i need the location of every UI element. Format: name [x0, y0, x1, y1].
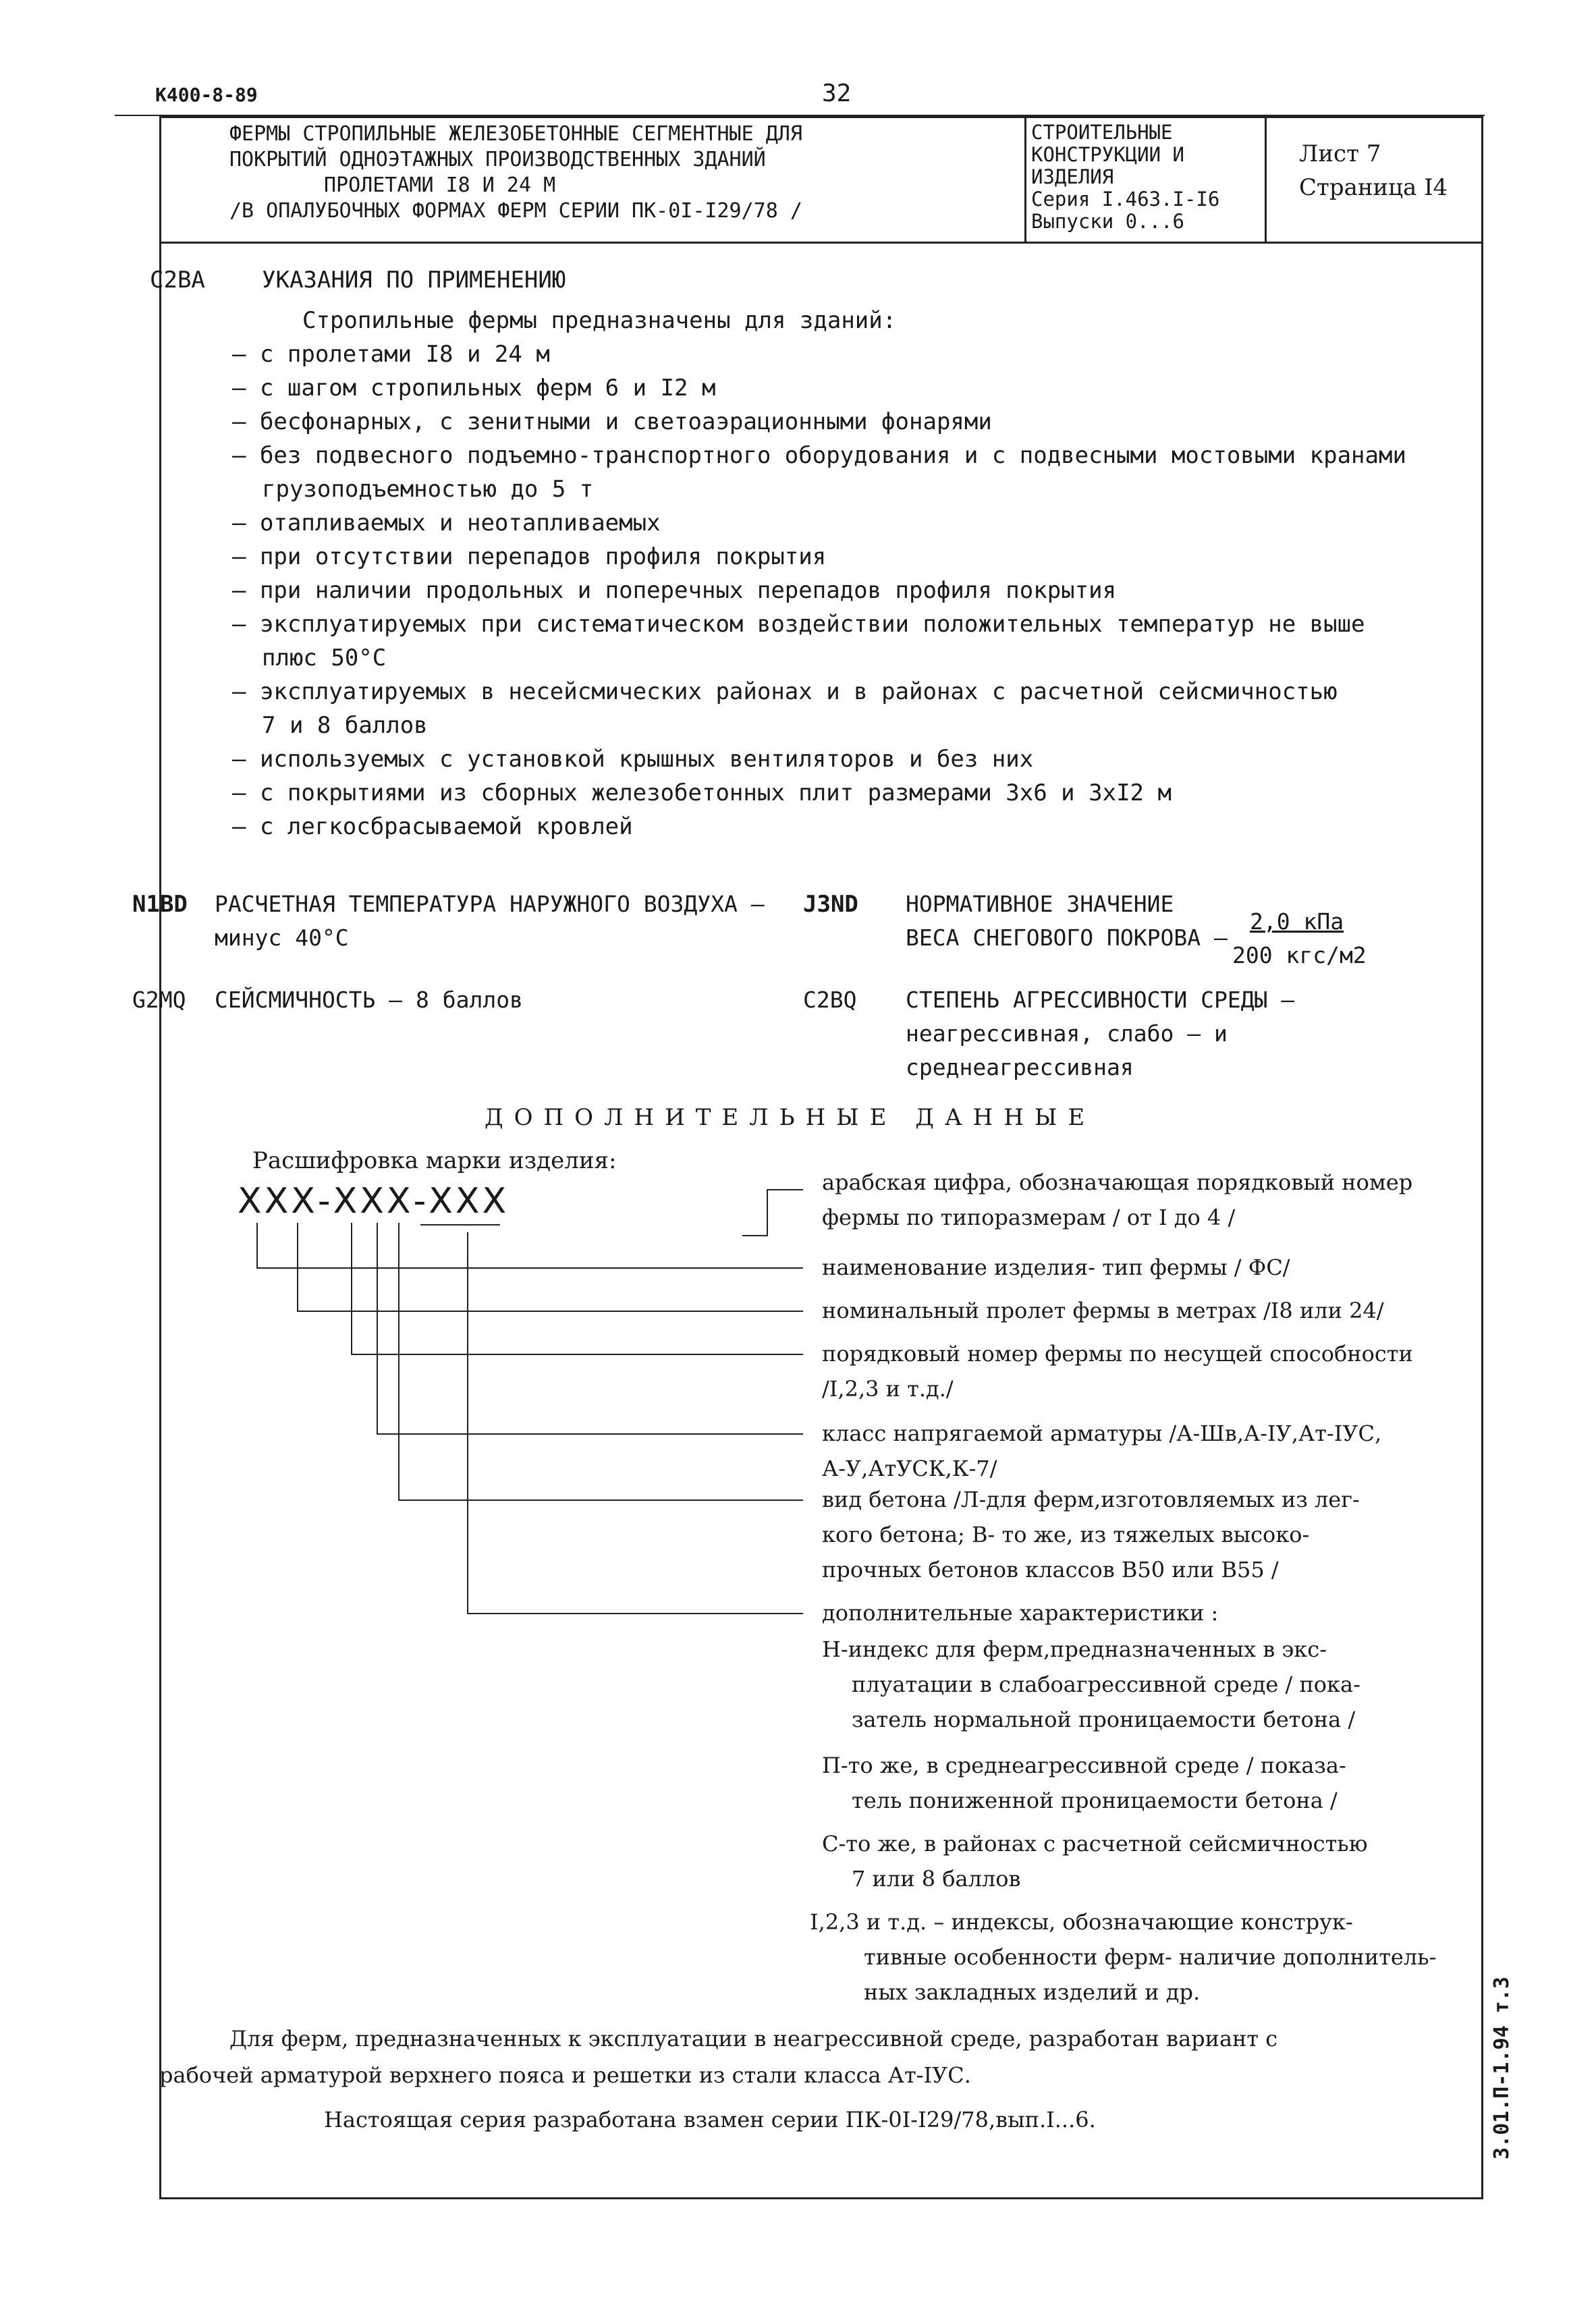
connector-line	[467, 1232, 468, 1614]
sub-line: тель пониженной проницаемости бетона /	[852, 1788, 1338, 1813]
connector-line	[256, 1223, 258, 1269]
list-item: – с пролетами I8 и 24 м	[232, 341, 550, 368]
sub-item	[810, 1904, 1436, 2010]
connector-line	[256, 1267, 803, 1269]
sub-item	[822, 1826, 1368, 1896]
decode-item	[822, 1595, 1218, 1630]
footer-note: Настоящая серия разработана взамен серии ПК-0I-I29/78,вып.I...6.	[324, 2107, 1096, 2132]
header-category	[1031, 121, 1219, 233]
product-mark: ХХХ-ХХХ-ХХХ	[238, 1181, 510, 1221]
sub-line: С-то же, в районах с расчетной сейсмичностью	[822, 1831, 1368, 1856]
header-divider	[159, 242, 1483, 244]
list-item: – эксплуатируемых в несейсмических районах и в районах с расчетной сейсмичностью	[232, 678, 1338, 705]
category-line: Серия I.463.I-I6	[1031, 188, 1220, 211]
list-item: – с легкосбрасываемой кровлей	[232, 813, 633, 840]
sub-line: 7 или 8 баллов	[852, 1866, 1021, 1892]
decode-line: прочных бетонов классов В50 или В55 /	[822, 1557, 1279, 1582]
mark-underline	[420, 1224, 500, 1226]
decode-item	[822, 1293, 1384, 1328]
header-title-line: ФЕРМЫ СТРОПИЛЬНЫЕ ЖЕЛЕЗОБЕТОННЫЕ СЕГМЕНТНЫЕ ДЛЯ	[229, 122, 802, 146]
connector-line	[377, 1433, 803, 1435]
sub-line: I,2,3 и т.д. – индексы, обозначающие конструк-	[810, 1909, 1353, 1935]
aggressiveness-line: среднеагрессивная	[906, 1054, 1134, 1080]
aggressiveness-title: СТЕПЕНЬ АГРЕССИВНОСТИ СРЕДЫ –	[906, 987, 1295, 1013]
category-line: Выпуски 0...6	[1031, 210, 1184, 233]
section-title: УКАЗАНИЯ ПО ПРИМЕНЕНИЮ	[262, 267, 566, 294]
list-item: – эксплуатируемых при систематическом воздействии положительных температур не выше	[232, 611, 1365, 638]
list-item: 7 и 8 баллов	[262, 712, 428, 739]
seismic-text: СЕЙСМИЧНОСТЬ – 8 баллов	[215, 987, 523, 1013]
decode-item	[822, 1336, 1413, 1406]
decode-line: фермы по типоразмерам / от I до 4 /	[822, 1205, 1236, 1230]
header-title-line: /В ОПАЛУБОЧНЫХ ФОРМАХ ФЕРМ СЕРИИ ПК-0I-I29/78 /	[229, 199, 802, 223]
category-line: СТРОИТЕЛЬНЫЕ	[1031, 121, 1173, 144]
header-title-line: ПОКРЫТИЙ ОДНОЭТАЖНЫХ ПРОИЗВОДСТВЕННЫХ ЗДАНИЙ	[229, 148, 766, 171]
sub-item	[822, 1632, 1360, 1737]
header-title	[229, 121, 802, 224]
snow-title-1: НОРМАТИВНОЕ ЗНАЧЕНИЕ	[906, 891, 1174, 917]
connector-line	[767, 1189, 803, 1190]
aggressiveness-line: неагрессивная, слабо – и	[906, 1020, 1228, 1047]
list-item: плюс 50°C	[262, 644, 387, 671]
connector-line	[297, 1223, 298, 1312]
page-number: 32	[822, 80, 852, 107]
decode-line: /I,2,3 и т.д./	[822, 1376, 954, 1402]
decode-line: кого бетона; В- то же, из тяжелых высоко-	[822, 1522, 1310, 1547]
category-line: ИЗДЕЛИЯ	[1031, 165, 1114, 188]
snow-value-kgs: 200 кгс/м2	[1232, 942, 1367, 968]
header-col-divider-1	[1024, 116, 1026, 243]
temp-title: РАСЧЕТНАЯ ТЕМПЕРАТУРА НАРУЖНОГО ВОЗДУХА –	[215, 891, 765, 917]
category-line: КОНСТРУКЦИИ И	[1031, 143, 1184, 166]
decode-line: дополнительные характеристики :	[822, 1600, 1219, 1626]
list-item: – без подвесного подъемно-транспортного оборудования и с подвесными мостовыми кранами	[232, 442, 1406, 469]
decode-line: вид бетона /Л-для ферм,изготовляемых из лег-	[822, 1487, 1360, 1512]
list-item: – с покрытиями из сборных железобетонных плит размерами 3х6 и 3хI2 м	[232, 779, 1172, 806]
application-list	[232, 337, 1406, 844]
decode-item	[822, 1165, 1412, 1235]
section-code: C2BA	[150, 267, 205, 294]
sub-line: плуатации в слабоагрессивной среде / пока-	[852, 1672, 1360, 1697]
list-item: – бесфонарных, с зенитными и светоаэрационными фонарями	[232, 408, 992, 435]
connector-line	[467, 1613, 803, 1614]
decode-item	[822, 1250, 1290, 1285]
connector-line	[351, 1354, 803, 1355]
intro-text: Стропильные фермы предназначены для зданий:	[302, 307, 897, 334]
snow-value-kpa: 2,0 кПа	[1250, 908, 1344, 935]
sub-line: ных закладных изделий и др.	[864, 1979, 1201, 2005]
connector-line	[398, 1499, 803, 1501]
connector-line	[351, 1223, 352, 1355]
snow-title-2: ВЕСА СНЕГОВОГО ПОКРОВА –	[906, 925, 1228, 951]
list-item: – при отсутствии перепадов профиля покрытия	[232, 543, 827, 570]
decode-line: порядковый номер фермы по несущей способности	[822, 1341, 1413, 1367]
footer-note: Для ферм, предназначенных к эксплуатации в неагрессивной среде, разработан вариант с	[229, 2026, 1278, 2052]
temp-value: минус 40°С	[215, 925, 349, 951]
sub-line: Н-индекс для ферм,предназначенных в экс-	[822, 1636, 1327, 1662]
header-col-divider-2	[1265, 116, 1267, 243]
decode-item	[822, 1416, 1381, 1486]
header-title-line: ПРОЛЕТАМИ I8 И 24 М	[324, 173, 556, 197]
temp-code: N1BD	[132, 891, 188, 918]
decode-line: наименование изделия- тип фермы / ФС/	[822, 1255, 1290, 1280]
list-item: грузоподъемностью до 5 т	[262, 476, 594, 503]
list-item: – отапливаемых и неотапливаемых	[232, 510, 661, 536]
snow-code: J3ND	[803, 891, 858, 918]
connector-line	[398, 1223, 400, 1501]
footer-note: рабочей арматурой верхнего пояса и решетки из стали класса Ат-IУС.	[159, 2062, 971, 2088]
connector-line	[377, 1223, 378, 1435]
aggressiveness-code: C2BQ	[803, 987, 857, 1013]
connector-line	[767, 1189, 768, 1236]
decode-line: А-У,АтУСК,К-7/	[822, 1456, 997, 1481]
side-code: 3.01.П-1.94 т.3	[1490, 1977, 1514, 2159]
additional-data-title: ДОПОЛНИТЕЛЬНЫЕ ДАННЫЕ	[485, 1104, 1096, 1131]
decode-line: класс напрягаемой арматуры /А-Шв,А-IУ,Ат-IУС,	[822, 1421, 1382, 1446]
sub-line: П-то же, в среднеагрессивной среде / показа-	[822, 1753, 1346, 1778]
list-item: – используемых с установкой крышных вентиляторов и без них	[232, 746, 1034, 773]
sub-line: тивные особенности ферм- наличие дополнитель-	[864, 1944, 1437, 1970]
document-code: К400-8-89	[155, 84, 258, 106]
decode-title: Расшифровка марки изделия:	[252, 1147, 617, 1174]
page-label: Страница I4	[1299, 174, 1448, 201]
sub-line: затель нормальной проницаемости бетона /	[852, 1707, 1356, 1732]
connector-line	[742, 1235, 768, 1236]
list-item: – с шагом стропильных ферм 6 и I2 м	[232, 375, 716, 402]
list-item: – при наличии продольных и поперечных перепадов профиля покрытия	[232, 577, 1117, 604]
seismic-code: G2MQ	[132, 987, 186, 1013]
sheet-label: Лист 7	[1299, 140, 1381, 167]
decode-line: номинальный пролет фермы в метрах /I8 или 24/	[822, 1298, 1384, 1323]
decode-item	[822, 1482, 1360, 1587]
sub-item	[822, 1748, 1346, 1818]
connector-line	[297, 1311, 803, 1312]
decode-line: арабская цифра, обозначающая порядковый номер	[822, 1169, 1413, 1195]
